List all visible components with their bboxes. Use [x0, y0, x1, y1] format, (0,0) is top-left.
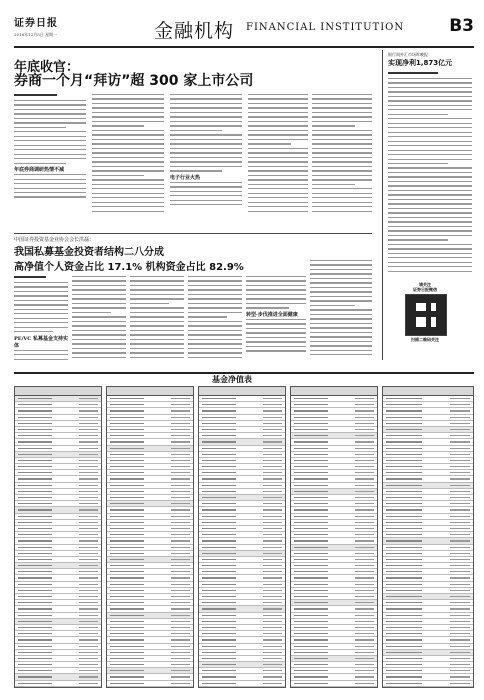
lead-subhead-1: 年底券商调研热情不减 — [14, 167, 65, 174]
second-column-2 — [72, 276, 126, 368]
paper-name: 证券日报 — [14, 18, 58, 29]
table-row — [107, 687, 193, 688]
sidebar-headline: 实现净利1,873亿元 — [388, 59, 453, 67]
second-kicker: 中国证券投资基金业协会会长洪磊： — [14, 237, 95, 243]
lead-headline-line1: 年底收官： — [14, 60, 80, 75]
table-header — [107, 387, 193, 396]
lead-column-5 — [312, 94, 372, 232]
second-headline-line1: 我国私募基金投资者结构二八分成 — [14, 247, 164, 258]
lead-column-1 — [14, 94, 86, 232]
qr-caption-3: 扫描二维码关注 — [411, 337, 439, 342]
section-title-en: FINANCIAL INSTITUTION — [246, 22, 405, 33]
qr-caption-1: 请关注 — [419, 282, 431, 287]
fund-table-block-2 — [106, 386, 194, 688]
fund-table-title: 基金净值表 — [212, 375, 252, 384]
qr-code[interactable] — [405, 294, 447, 336]
table-row — [15, 687, 101, 688]
byline — [14, 94, 57, 96]
second-column-4 — [188, 276, 242, 368]
second-subhead-1: PE/VC 私募基金支持实体 — [14, 335, 68, 349]
fund-table-block-3 — [198, 386, 286, 688]
table-header — [291, 387, 377, 396]
second-headline-line2: 高净值个人资金占比 17.1% 机构资金占比 82.9% — [14, 262, 244, 273]
story-divider — [14, 233, 372, 234]
second-column-6 — [310, 260, 372, 368]
table-row — [199, 687, 285, 688]
sidebar-text — [388, 72, 472, 286]
lead-headline-line2: 券商一个月“拜访”超 300 家上市公司 — [14, 73, 254, 89]
table-header — [383, 387, 473, 396]
lead-column-4 — [248, 94, 308, 232]
second-column-1 — [14, 276, 68, 368]
paper-date: 2016年12月5日 星期一 — [14, 32, 58, 37]
fund-table-block-4 — [290, 386, 378, 688]
lead-column-2 — [92, 94, 164, 232]
second-column-5 — [246, 276, 306, 368]
qr-caption-2: 证券日报微信 — [413, 287, 437, 292]
second-column-3 — [130, 276, 184, 368]
lead-subhead-2: 电子行业火热 — [170, 174, 201, 181]
section-title: 金融机构 — [154, 20, 235, 42]
table-row — [383, 687, 473, 688]
masthead — [14, 14, 474, 48]
lead-column-3 — [170, 94, 242, 232]
table-row — [291, 687, 377, 688]
fund-table-block-1 — [14, 386, 102, 688]
page-number: B3 — [449, 16, 474, 36]
table-header — [199, 387, 285, 396]
sidebar-kicker: 银行间外汇市场昨晚报： — [388, 52, 432, 57]
fund-table-block-5 — [382, 386, 474, 688]
second-subhead-2: 转型·步伐推进全面健康 — [246, 311, 298, 318]
table-header — [15, 387, 101, 396]
